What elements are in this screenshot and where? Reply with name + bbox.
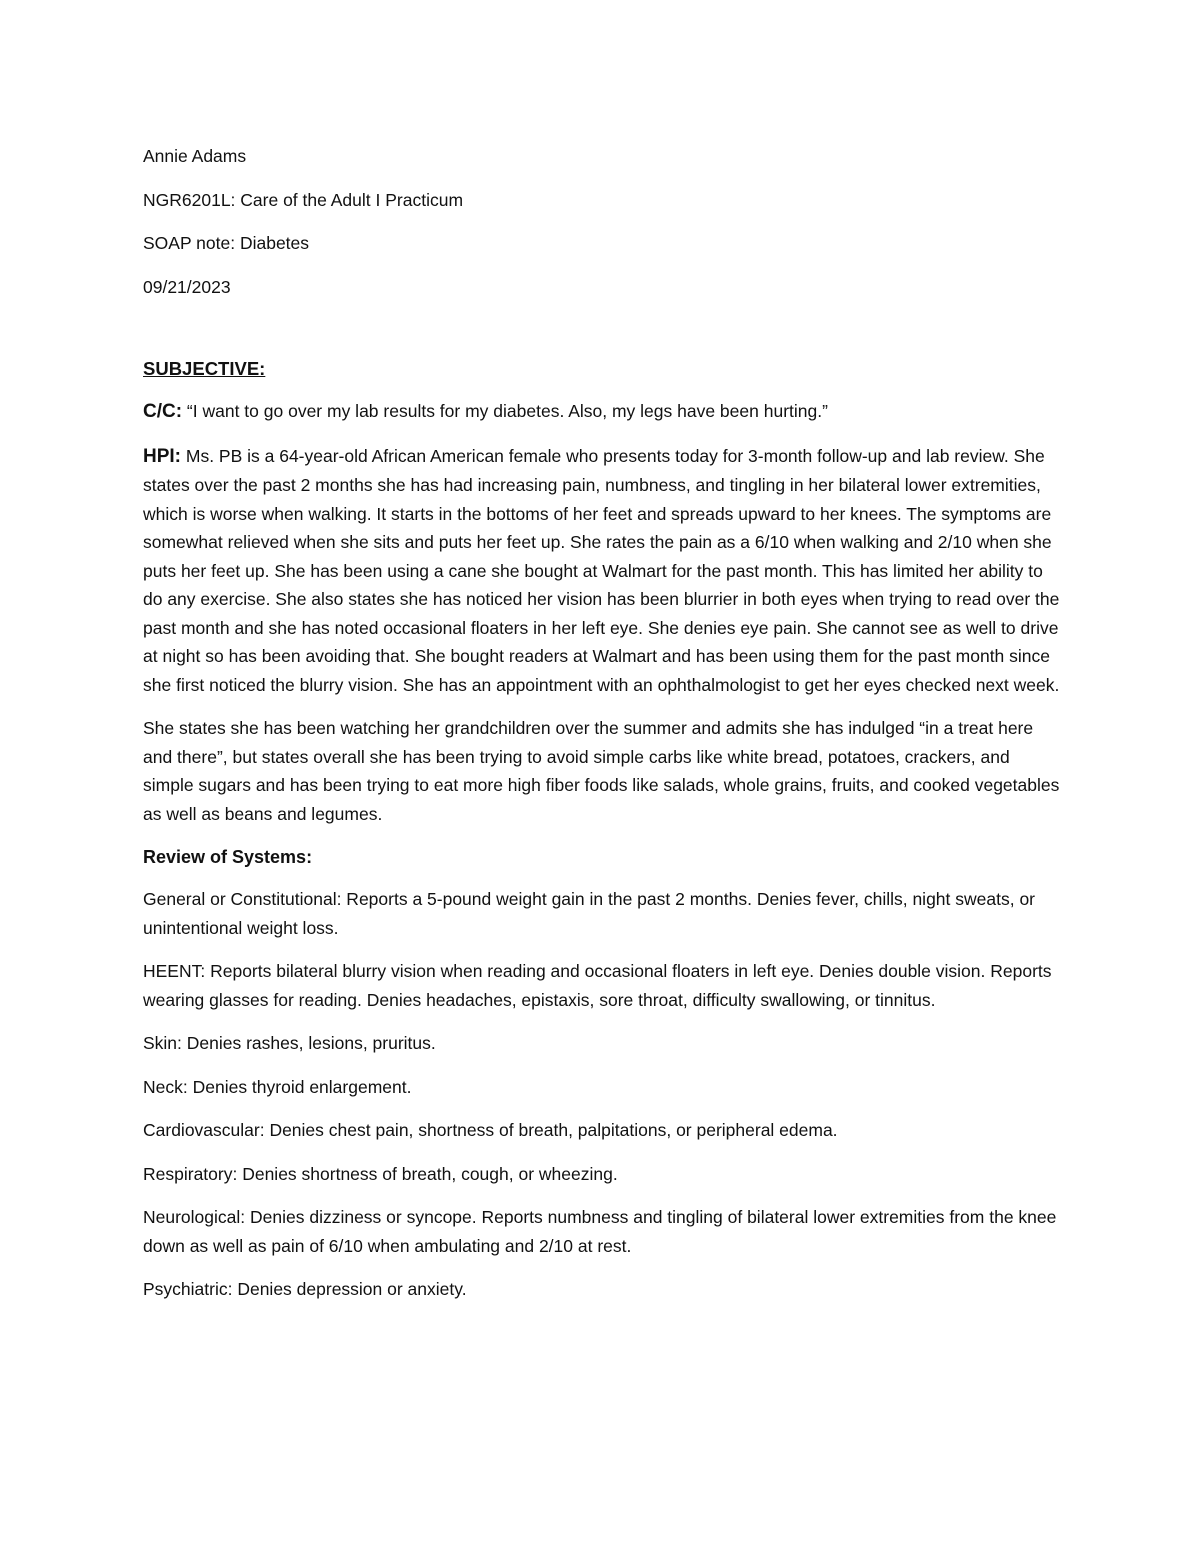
hpi-text: Ms. PB is a 64-year-old African American female who presents today for 3-month follow-up and lab review. She states over the past 2 months she has had increasing pain, numbness, and tingling in her bilateral lower extremities, which is worse when walking. It starts in the bottoms of her feet and spreads upward to her knees. The symptoms are somewhat relieved when she sits and puts her feet up. She rates the pain as a 6/10 when walking and 2/10 when she puts her feet up. She has been using a cane she bought at Walmart for the past month. This has limited her ability to do any exercise. She also states she has noticed her vision has been blurrier in both eyes when trying to read over the past month and she has noted occasional floaters in her left eye. She denies eye pain. She cannot see as well to drive at night so has been avoiding that. She bought readers at Walmart and has been using them for the past month since she first noticed the blurry vision. She has an appointment with an ophthalmologist to get her eyes checked next week. (143, 445, 1060, 695)
ros-item-general: General or Constitutional: Reports a 5-pound weight gain in the past 2 months. Denies fever, chills, night sweats, or unintentional weight loss. (143, 889, 1036, 938)
ros-list (143, 885, 1060, 1304)
document-header (143, 142, 1060, 301)
ros-item-skin: Skin: Denies rashes, lesions, pruritus. (143, 1033, 436, 1053)
ros-item-heent: HEENT: Reports bilateral blurry vision when reading and occasional floaters in left eye. Denies double vision. Reports wearing glasses for reading. Denies headaches, epistaxis, sore throat, difficulty swallowing, or tinnitus. (143, 961, 1052, 1010)
ros-heading: Review of Systems: (143, 847, 313, 867)
ros-item-neurological: Neurological: Denies dizziness or syncope. Reports numbness and tingling of bilateral lower extremities from the knee down as well as pain of 6/10 when ambulating and 2/10 at rest. (143, 1207, 1057, 1256)
cc-text: “I want to go over my lab results for my diabetes. Also, my legs have been hurting.” (182, 401, 828, 421)
ros-item-neck: Neck: Denies thyroid enlargement. (143, 1076, 412, 1097)
author-name: Annie Adams (143, 146, 247, 166)
hpi-label: HPI: (143, 445, 181, 467)
diet-paragraph: She states she has been watching her grandchildren over the summer and admits she has indulged “in a treat here and there”, but states overall she has been trying to avoid simple carbs like white bread, potatoes, crackers, and simple sugars and has been trying to eat more high fiber foods like salads, whole grains, fruits, and cooked vegetables as well as beans and legumes. (143, 718, 1060, 824)
ros-item-psychiatric: Psychiatric: Denies depression or anxiety. (143, 1279, 467, 1299)
note-title: SOAP note: Diabetes (143, 233, 310, 253)
subjective-heading: SUBJECTIVE: (143, 358, 266, 379)
course-title: NGR6201L: Care of the Adult I Practicum (143, 189, 464, 210)
chief-complaint (143, 397, 1060, 427)
ros-item-cardiovascular: Cardiovascular: Denies chest pain, shortness of breath, palpitations, or peripheral edema. (143, 1120, 838, 1140)
note-date: 09/21/2023 (143, 276, 231, 297)
ros-item-respiratory: Respiratory: Denies shortness of breath, cough, or wheezing. (143, 1163, 618, 1184)
cc-label: C/C: (143, 401, 183, 422)
hpi-paragraph (143, 442, 1060, 700)
